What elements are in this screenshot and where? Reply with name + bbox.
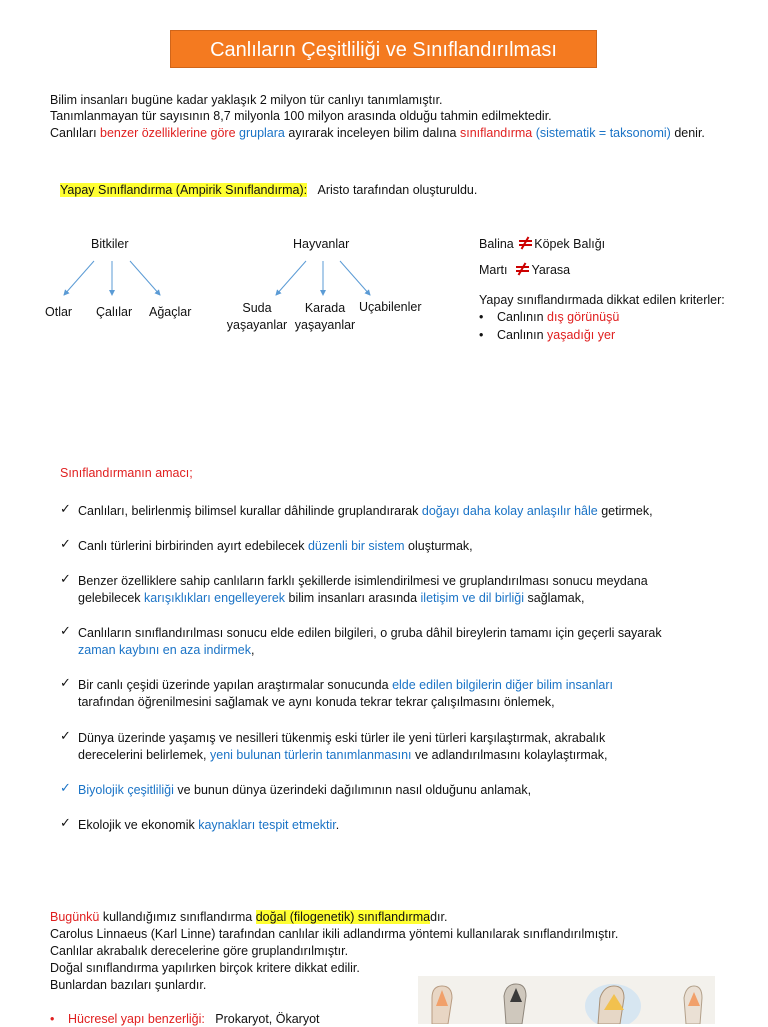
not-equal-icon bbox=[516, 264, 529, 274]
purpose-item-6: Dünya üzerinde yaşamış ve nesilleri tükenmiş eski türler ile yeni türleri karşılaştırmak, akrabalık derecelerini belirlemek, yeni bulunan türlerin tanımlanmasını ve adlandırılmasını kolaylaştırmak, bbox=[78, 731, 608, 762]
animals-child-1: Suda yaşayanlar bbox=[226, 301, 288, 332]
homologous-bones-illustration bbox=[418, 976, 715, 1024]
plants-child-2: Çalılar bbox=[96, 305, 133, 319]
plants-root: Bitkiler bbox=[91, 237, 129, 251]
intro-line-3: Canlıları benzer özelliklerine göre gruplara ayırarak inceleyen bilim dalına sınıflandırma (sistematik = taksonomi) denir. bbox=[50, 126, 705, 140]
natural-line-4: Doğal sınıflandırma yapılırken birçok kritere dikkat edilir. bbox=[50, 961, 360, 975]
check-icon: ✓ bbox=[60, 815, 71, 830]
bullet-icon: • bbox=[479, 328, 484, 342]
check-icon: ✓ bbox=[60, 728, 71, 743]
check-icon: ✓ bbox=[60, 780, 71, 795]
natural-line-1: Bugünkü kullandığımız sınıflandırma doğal (filogenetik) sınıflandırmadır. bbox=[50, 910, 448, 924]
natural-bullet-1: • Hücresel yapı benzerliği: Prokaryot, Ökaryot bbox=[50, 1012, 320, 1026]
natural-line-2: Carolus Linnaeus (Karl Linne) tarafından canlılar ikili adlandırma yöntemi kullanılarak sınıflandırılmıştır. bbox=[50, 927, 619, 941]
example-pair-2: Martı Yarasa bbox=[479, 263, 571, 277]
bullet-icon: • bbox=[50, 1012, 55, 1026]
check-icon: ✓ bbox=[60, 536, 71, 551]
criteria-item-2: • Canlının yaşadığı yer bbox=[479, 328, 616, 342]
artificial-label: Yapay Sınıflandırma (Ampirik Sınıflandırma): bbox=[60, 183, 308, 197]
bullet-icon: • bbox=[479, 310, 484, 324]
example-pair-1: Balina Köpek Balığı bbox=[479, 237, 606, 251]
purpose-item-1: Canlıları, belirlenmiş bilimsel kurallar dâhilinde gruplandırarak doğayı daha kolay anlaşılır hâle getirmek, bbox=[78, 504, 653, 518]
intro-line-2: Tanımlanmayan tür sayısının 8,7 milyonla 100 milyon arasında olduğu tahmin edilmektedir. bbox=[50, 109, 552, 123]
not-equal-icon bbox=[519, 238, 532, 248]
natural-line-5: Bunlardan bazıları şunlardır. bbox=[50, 978, 207, 992]
criteria-item-1: • Canlının dış görünüşü bbox=[479, 310, 620, 324]
criteria-title: Yapay sınıflandırmada dikkat edilen kriterler: bbox=[479, 293, 725, 307]
artificial-classification bbox=[60, 183, 477, 198]
purpose-item-5: Bir canlı çeşidi üzerinde yapılan araştırmalar sonucunda elde edilen bilgilerin diğer bilim insanları tarafından öğrenilmesini sağlamak ve aynı konuda tekrar tekrar çalışılmasını önlemek, bbox=[78, 678, 614, 709]
animals-child-2: Karada yaşayanlar bbox=[294, 301, 356, 332]
purpose-item-2: Canlı türlerini birbirinden ayırt edebilecek düzenli bir sistem oluşturmak, bbox=[78, 539, 473, 553]
page-title: Canlıların Çeşitliliği ve Sınıflandırılması bbox=[170, 30, 597, 68]
natural-line-3: Canlılar akrabalık derecelerine göre gruplandırılmıştır. bbox=[50, 944, 349, 958]
animals-child-3: Uçabilenler bbox=[359, 300, 422, 314]
purpose-item-4: Canlıların sınıflandırılması sonucu elde edilen bilgileri, o gruba dâhil bireylerin tamamı için geçerli sayarak zaman kaybını en aza indirmek, bbox=[78, 626, 662, 657]
purpose-item-7: Biyolojik çeşitliliği ve bunun dünya üzerindeki dağılımının nasıl olduğunu anlamak, bbox=[78, 783, 532, 797]
plants-child-3: Ağaçlar bbox=[149, 305, 192, 319]
limb-bones-image bbox=[418, 976, 715, 1024]
artificial-text: Aristo tarafından oluşturuldu. bbox=[317, 183, 478, 197]
check-icon: ✓ bbox=[60, 623, 71, 638]
purpose-item-8: Ekolojik ve ekonomik kaynakları tespit etmektir. bbox=[78, 818, 340, 832]
plants-child-1: Otlar bbox=[45, 305, 73, 319]
check-icon: ✓ bbox=[60, 501, 71, 516]
animals-root: Hayvanlar bbox=[293, 237, 350, 251]
purpose-heading: Sınıflandırmanın amacı; bbox=[60, 466, 193, 480]
check-icon: ✓ bbox=[60, 571, 71, 586]
plants-arrows bbox=[40, 255, 190, 300]
intro-line-1: Bilim insanları bugüne kadar yaklaşık 2 milyon tür canlıyı tanımlamıştır. bbox=[50, 93, 443, 107]
purpose-item-3: Benzer özelliklere sahip canlıların farklı şekillerde isimlendirilmesi ve gruplandırılması sonucu meydana gelebilecek karışıklıkları engelleyerek bilim insanları arasında iletişim ve dil birliği sağlamak, bbox=[78, 574, 648, 605]
check-icon: ✓ bbox=[60, 675, 71, 690]
animals-arrows bbox=[260, 255, 390, 300]
